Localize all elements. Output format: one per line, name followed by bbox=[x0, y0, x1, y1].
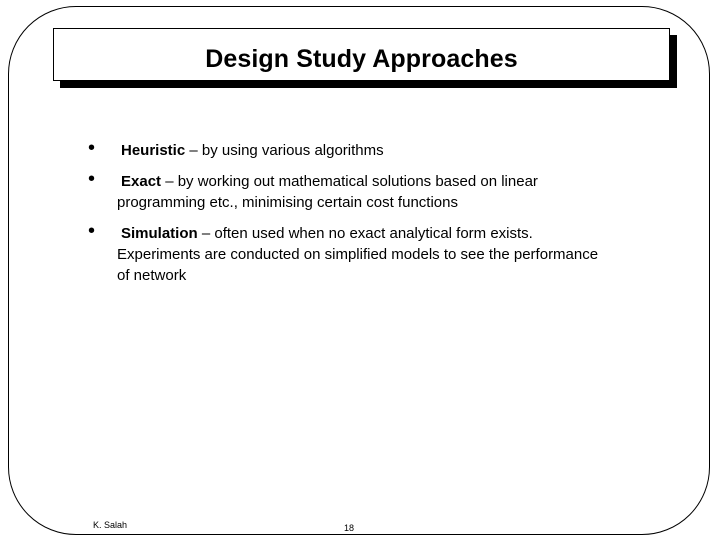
footer-author: K. Salah bbox=[93, 520, 128, 530]
bullet-term: Exact bbox=[121, 173, 162, 190]
bullet-text: – by working out mathematical solutions based on linear bbox=[161, 173, 538, 190]
bullet-body bbox=[117, 223, 647, 286]
title-box bbox=[53, 28, 670, 81]
bullet-term: Heuristic bbox=[121, 142, 186, 159]
bullet-text: – often used when no exact analytical form exists. bbox=[197, 225, 533, 242]
bullet-dot-icon: • bbox=[88, 220, 96, 242]
bullet-dot-icon: • bbox=[88, 137, 96, 159]
bullet-body bbox=[117, 140, 647, 161]
bullet-text: – by using various algorithms bbox=[185, 142, 384, 159]
bullet-continuation: programming etc., minimising certain cost functions bbox=[117, 194, 458, 211]
bullet-continuation: of network bbox=[117, 267, 187, 284]
bullet-term: Simulation bbox=[121, 225, 198, 242]
bullet-dot-icon: • bbox=[88, 168, 96, 190]
footer-page-number: 18 bbox=[344, 523, 355, 533]
bullet-continuation: Experiments are conducted on simplified models to see the performance bbox=[117, 246, 599, 263]
slide-title: Design Study Approaches bbox=[205, 45, 518, 73]
bullet-body bbox=[117, 171, 647, 213]
